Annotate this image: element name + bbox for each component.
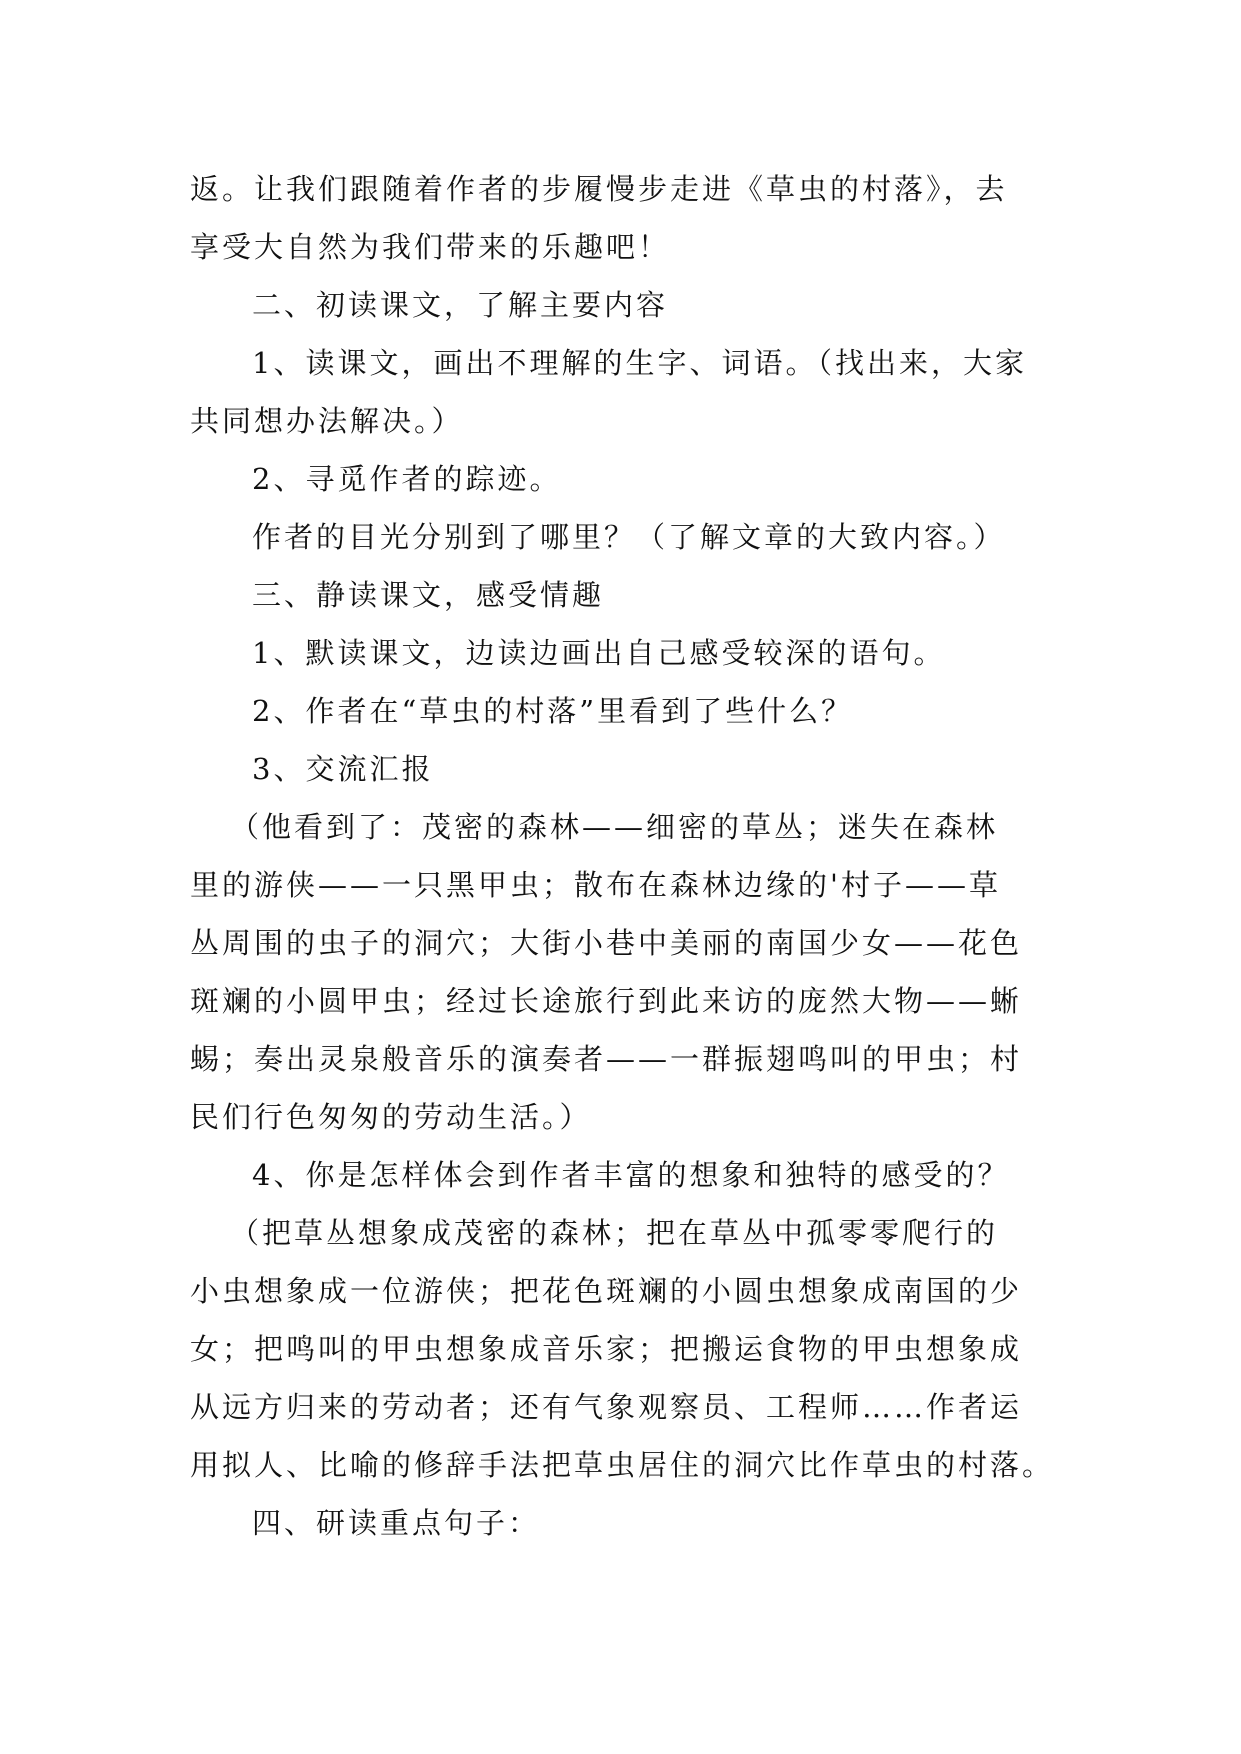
text-line: 民们行色匆匆的劳动生活。）	[190, 1100, 592, 1134]
section-heading: 四、研读重点句子：	[252, 1506, 541, 1540]
text-line: （把草丛想象成茂密的森林；把在草丛中孤零零爬行的	[230, 1216, 999, 1250]
text-line: 共同想办法解决。）	[190, 404, 464, 438]
text-line: 2、寻觅作者的踪迹。	[252, 462, 562, 496]
text-line: 作者的目光分别到了哪里？（了解文章的大致内容。）	[252, 520, 1006, 554]
text-line: （他看到了：茂密的森林——细密的草丛；迷失在森林	[230, 810, 999, 844]
section-heading: 二、初读课文，了解主要内容	[252, 288, 669, 322]
text-line: 返。让我们跟随着作者的步履慢步走进《草虫的村落》，去	[190, 172, 1008, 206]
section-heading: 三、静读课文，感受情趣	[252, 578, 605, 612]
text-line: 用拟人、比喻的修辞手法把草虫居住的洞穴比作草虫的村落。	[190, 1448, 1055, 1482]
text-line: 4、你是怎样体会到作者丰富的想象和独特的感受的？	[252, 1158, 1010, 1192]
text-line: 里的游侠——一只黑甲虫；散布在森林边缘的'村子——草	[190, 868, 1001, 902]
text-line: 1、默读课文，边读边画出自己感受较深的语句。	[252, 636, 946, 670]
text-line: 2、作者在“草虫的村落”里看到了些什么？	[252, 694, 854, 728]
text-line: 女；把鸣叫的甲虫想象成音乐家；把搬运食物的甲虫想象成	[190, 1332, 1023, 1366]
text-line: 3、交流汇报	[252, 752, 434, 786]
text-line: 享受大自然为我们带来的乐趣吧！	[190, 230, 671, 264]
text-line: 蜴；奏出灵泉般音乐的演奏者——一群振翅鸣叫的甲虫；村	[190, 1042, 1023, 1076]
text-line: 斑斓的小圆甲虫；经过长途旅行到此来访的庞然大物——蜥	[190, 984, 1023, 1018]
text-line: 丛周围的虫子的洞穴；大街小巷中美丽的南国少女——花色	[190, 926, 1023, 960]
text-line: 小虫想象成一位游侠；把花色斑斓的小圆虫想象成南国的少	[190, 1274, 1023, 1308]
document-body	[190, 160, 1060, 1552]
text-line: 从远方归来的劳动者；还有气象观察员、工程师……作者运	[190, 1390, 1023, 1424]
text-line: 1、读课文，画出不理解的生字、词语。（找出来，大家	[252, 346, 1027, 380]
